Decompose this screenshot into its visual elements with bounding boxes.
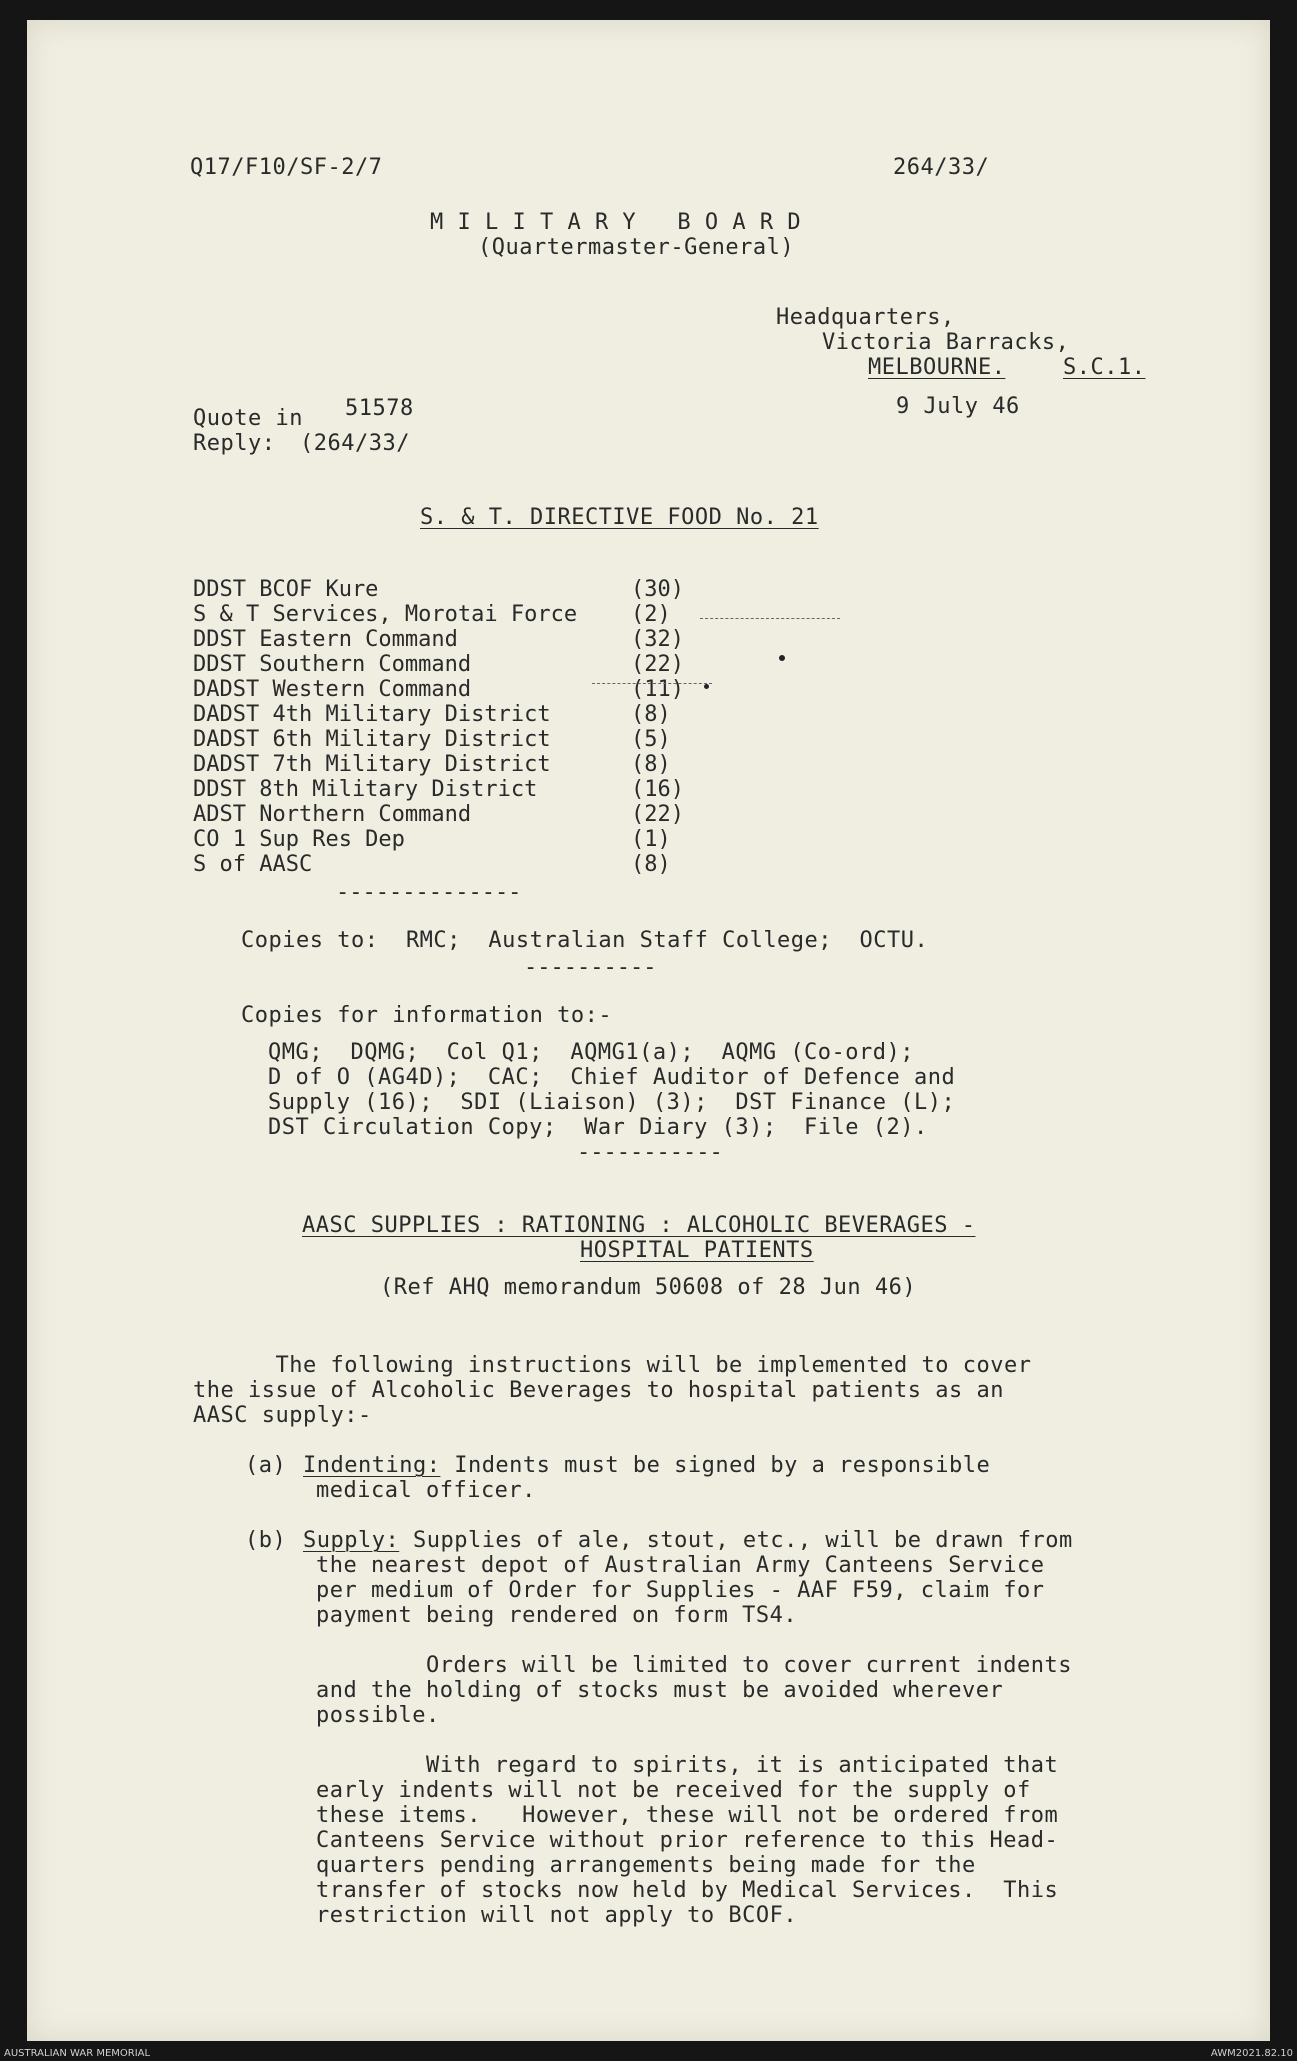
distribution-count: (30) [631, 577, 684, 602]
distribution-row [193, 777, 693, 802]
board-title: M I L I T A R Y B O A R D [430, 210, 802, 235]
copies-info-label: Copies for information to:- [241, 1003, 613, 1028]
intro-line: The following instructions will be implemented to cover [193, 1353, 1032, 1378]
item-b-heading: Supply: [303, 1528, 400, 1553]
separator-line: ----------- [577, 1140, 723, 1165]
distribution-row [193, 852, 693, 877]
item-b-line: payment being rendered on form TS4. [316, 1603, 798, 1628]
distribution-count: (1) [631, 827, 671, 852]
separator-line: -------------- [336, 880, 522, 905]
orders-line: and the holding of stocks must be avoided wherever [316, 1678, 1004, 1703]
directive-title: S. & T. DIRECTIVE FOOD No. 21 [420, 505, 819, 530]
distribution-count: (2) [631, 602, 671, 627]
spirits-line: quarters pending arrangements being made for the [316, 1853, 976, 1878]
file-reference-right: 264/33/ [893, 155, 990, 180]
ink-dot [779, 655, 785, 661]
copies-info-line: D of O (AG4D); CAC; Chief Auditor of Defence and [268, 1065, 956, 1090]
footer-source: AUSTRALIAN WAR MEMORIAL [4, 2048, 151, 2059]
item-a-line1: Indents must be signed by a responsible [440, 1453, 991, 1478]
memo-reference: (Ref AHQ memorandum 50608 of 28 Jun 46) [380, 1275, 917, 1300]
distribution-count: (11) [631, 677, 684, 702]
distribution-addressee: S & T Services, Morotai Force [193, 602, 578, 627]
distribution-addressee: CO 1 Sup Res Dep [193, 827, 405, 852]
item-a-label: (a) [245, 1453, 287, 1478]
distribution-row [193, 577, 693, 602]
distribution-addressee: DADST 6th Military District [193, 727, 551, 752]
copies-info-line: Supply (16); SDI (Liaison) (3); DST Finance (L); [268, 1090, 956, 1115]
distribution-count: (8) [631, 702, 671, 727]
item-b-line1: Supplies of ale, stout, etc., will be drawn from [399, 1528, 1073, 1553]
item-b-label: (b) [245, 1528, 287, 1553]
address-line1: Headquarters, [776, 305, 955, 330]
address-city: MELBOURNE. [868, 355, 1006, 380]
address-line2: Victoria Barracks, [822, 330, 1070, 355]
copies-info-line: QMG; DQMG; Col Q1; AQMG1(a); AQMG (Co-ord); [268, 1040, 915, 1065]
distribution-addressee: ADST Northern Command [193, 802, 472, 827]
spirits-line: Canteens Service without prior reference to this Head- [316, 1828, 1059, 1853]
intro-line: AASC supply:- [193, 1403, 372, 1428]
distribution-addressee: S of AASC [193, 852, 313, 877]
distribution-row [193, 602, 693, 627]
reply-reference: (264/33/ [300, 431, 410, 456]
item-b-line: per medium of Order for Supplies - AAF F59, claim for [316, 1578, 1045, 1603]
item-a-heading: Indenting: [303, 1453, 441, 1478]
subject-line1: AASC SUPPLIES : RATIONING : ALCOHOLIC BEVERAGES - [302, 1213, 976, 1238]
orders-line: possible. [316, 1703, 440, 1728]
distribution-row [193, 702, 693, 727]
intro-line: the issue of Alcoholic Beverages to hospital patients as an [193, 1378, 1004, 1403]
distribution-addressee: DDST 8th Military District [193, 777, 538, 802]
distribution-count: (8) [631, 852, 671, 877]
item-b-line: the nearest depot of Australian Army Canteens Service [316, 1553, 1045, 1578]
quote-label: Quote in [193, 406, 303, 431]
copies-to: Copies to: RMC; Australian Staff College; OCTU. [241, 928, 929, 953]
copies-info-line: DST Circulation Copy; War Diary (3); File (2). [268, 1115, 928, 1140]
distribution-addressee: DDST Southern Command [193, 652, 472, 677]
distribution-count: (22) [631, 802, 684, 827]
item-a-text [303, 1453, 990, 1478]
distribution-count: (32) [631, 627, 684, 652]
distribution-count: (8) [631, 752, 671, 777]
distribution-count: (22) [631, 652, 684, 677]
orders-line: Orders will be limited to cover current indents [316, 1653, 1072, 1678]
item-b-text [303, 1528, 1073, 1553]
footer-accession: AWM2021.82.10 [1210, 2048, 1293, 2059]
spirits-line: transfer of stocks now held by Medical Services. This [316, 1878, 1059, 1903]
spirits-line: With regard to spirits, it is anticipated that [316, 1753, 1059, 1778]
spirits-line: restriction will not apply to BCOF. [316, 1903, 798, 1928]
letter-date: 9 July 46 [896, 394, 1020, 419]
board-subtitle: (Quartermaster-General) [478, 235, 795, 260]
distribution-addressee: DDST Eastern Command [193, 627, 458, 652]
reply-label: Reply: [193, 431, 276, 456]
distribution-count: (5) [631, 727, 671, 752]
distribution-row [193, 652, 693, 677]
distribution-row [193, 802, 693, 827]
quote-number: 51578 [345, 396, 414, 421]
distribution-row [193, 727, 693, 752]
distribution-addressee: DADST 7th Military District [193, 752, 551, 777]
distribution-count: (16) [631, 777, 684, 802]
ink-stray-line [592, 683, 712, 685]
distribution-row [193, 677, 693, 702]
document-page [27, 20, 1270, 2041]
file-reference-left: Q17/F10/SF-2/7 [190, 155, 383, 180]
ink-dot [704, 684, 709, 689]
subject-line2: HOSPITAL PATIENTS [580, 1238, 814, 1263]
distribution-addressee: DADST 4th Military District [193, 702, 551, 727]
ink-stray-line [700, 618, 840, 620]
spirits-line: these items. However, these will not be ordered from [316, 1803, 1059, 1828]
item-a-line2: medical officer. [316, 1478, 536, 1503]
address-postcode: S.C.1. [1063, 355, 1146, 380]
distribution-addressee: DDST BCOF Kure [193, 577, 379, 602]
distribution-row [193, 627, 693, 652]
spirits-line: early indents will not be received for the supply of [316, 1778, 1031, 1803]
distribution-row [193, 752, 693, 777]
distribution-addressee: DADST Western Command [193, 677, 472, 702]
separator-line: ---------- [524, 955, 657, 980]
distribution-row [193, 827, 693, 852]
